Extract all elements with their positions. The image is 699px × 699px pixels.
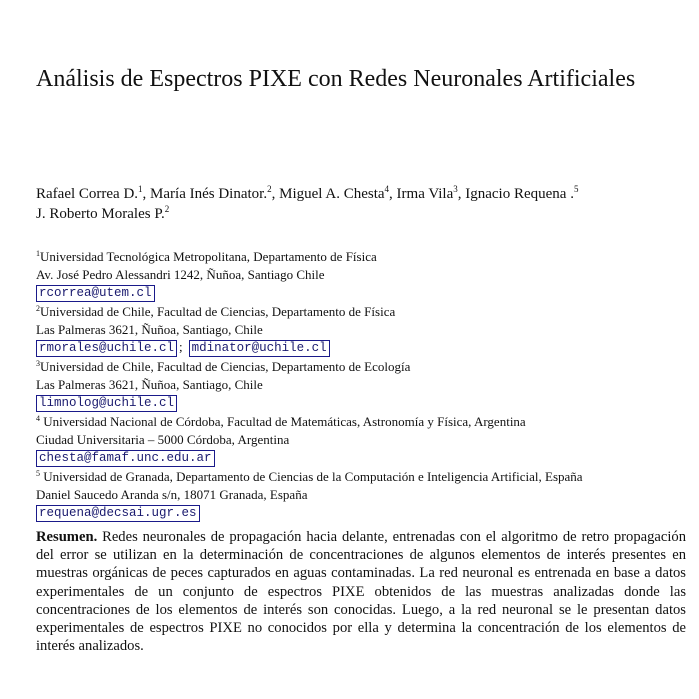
- affiliation-list: [36, 248, 686, 523]
- email-link[interactable]: mdinator@uchile.cl: [189, 340, 330, 357]
- affiliation-mark: 1: [36, 249, 40, 258]
- affiliation-institution: Universidad de Chile, Facultad de Ciencias, Departamento de Ecología: [40, 359, 411, 374]
- affiliation-address: Las Palmeras 3621, Ñuñoa, Santiago, Chile: [36, 376, 263, 392]
- author-line-1: Rafael Correa D.$^1$, María Inés Dinator.$^2$, Miguel A. Chesta$^4$, Irma Vila$^3$, Ignacio Requena .$^5$: [36, 184, 579, 202]
- author-name: Ignacio Requena .: [465, 186, 574, 202]
- affiliation-mark: 4: [36, 414, 40, 423]
- author-affiliation-mark: 3: [453, 184, 458, 194]
- author-name: Rafael Correa D.: [36, 186, 139, 202]
- author-affiliation-mark: 4: [384, 184, 390, 194]
- affiliation-block: [36, 248, 686, 303]
- affiliation-institution: Universidad Nacional de Córdoba, Facultad de Matemáticas, Astronomía y Física, Argentina: [40, 414, 526, 429]
- abstract: [36, 528, 686, 655]
- affiliation-institution: Universidad de Granada, Departamento de Ciencias de la Computación e Inteligencia Artificial, España: [40, 469, 583, 484]
- abstract-label: Resumen.: [36, 529, 98, 545]
- email-link[interactable]: rmorales@uchile.cl: [36, 340, 177, 357]
- affiliation-mark: 2: [36, 304, 40, 313]
- author-line-2: [36, 204, 686, 224]
- paper-title: Análisis de Espectros PIXE con Redes Neuronales Artificiales: [36, 66, 636, 92]
- affiliation-institution: Universidad de Chile, Facultad de Ciencias, Departamento de Física: [40, 304, 396, 319]
- affiliation-block: [36, 303, 686, 358]
- affiliation-institution: Universidad Tecnológica Metropolitana, Departamento de Física: [40, 249, 377, 264]
- email-link[interactable]: limnolog@uchile.cl: [36, 395, 177, 412]
- author-name: Irma Vila: [396, 186, 454, 202]
- affiliation-block: [36, 358, 686, 413]
- author-name: J. Roberto Morales P.: [36, 206, 165, 222]
- email-separator: ;: [179, 339, 183, 354]
- author-affiliation-mark: 1: [138, 184, 143, 194]
- author-name: María Inés Dinator.: [150, 186, 268, 202]
- affiliation-mark: 3: [36, 359, 40, 368]
- author-name: Miguel A. Chesta: [279, 186, 385, 202]
- affiliation-address: Ciudad Universitaria – 5000 Córdoba, Argentina: [36, 431, 290, 447]
- email-link[interactable]: rcorrea@utem.cl: [36, 285, 155, 302]
- email-link[interactable]: chesta@famaf.unc.edu.ar: [36, 450, 215, 467]
- affiliation-block: [36, 468, 686, 523]
- affiliation-mark: 5: [36, 469, 40, 478]
- author-list: [36, 184, 686, 224]
- author-affiliation-mark: 2: [267, 184, 272, 194]
- abstract-text: Redes neuronales de propagación hacia delante, entrenadas con el algoritmo de retro propagación del error se utilizan en la determinación de concentraciones de algunos elementos de interés presentes en muestras orgánicas de peces capturados en aguas contaminadas. La red neuronal es entrenada en base a datos experimentales de un conjunto de espectros PIXE obtenidos de las muestras analizadas donde las concentraciones de los elementos de interés son conocidas. Luego, a la red neuronal se le presentan datos experimentales de espectros PIXE no conocidos por ella y determina la concentración de los elementos de interés analizados.: [36, 529, 686, 655]
- affiliation-block: [36, 413, 686, 468]
- affiliation-address: Av. José Pedro Alessandri 1242, Ñuñoa, Santiago Chile: [36, 266, 325, 282]
- author-affiliation-mark: 5: [573, 184, 579, 194]
- email-link[interactable]: requena@decsai.ugr.es: [36, 505, 200, 522]
- author-affiliation-mark: 2: [164, 204, 170, 214]
- affiliation-address: Daniel Saucedo Aranda s/n, 18071 Granada, España: [36, 486, 308, 502]
- affiliation-address: Las Palmeras 3621, Ñuñoa, Santiago, Chile: [36, 321, 263, 337]
